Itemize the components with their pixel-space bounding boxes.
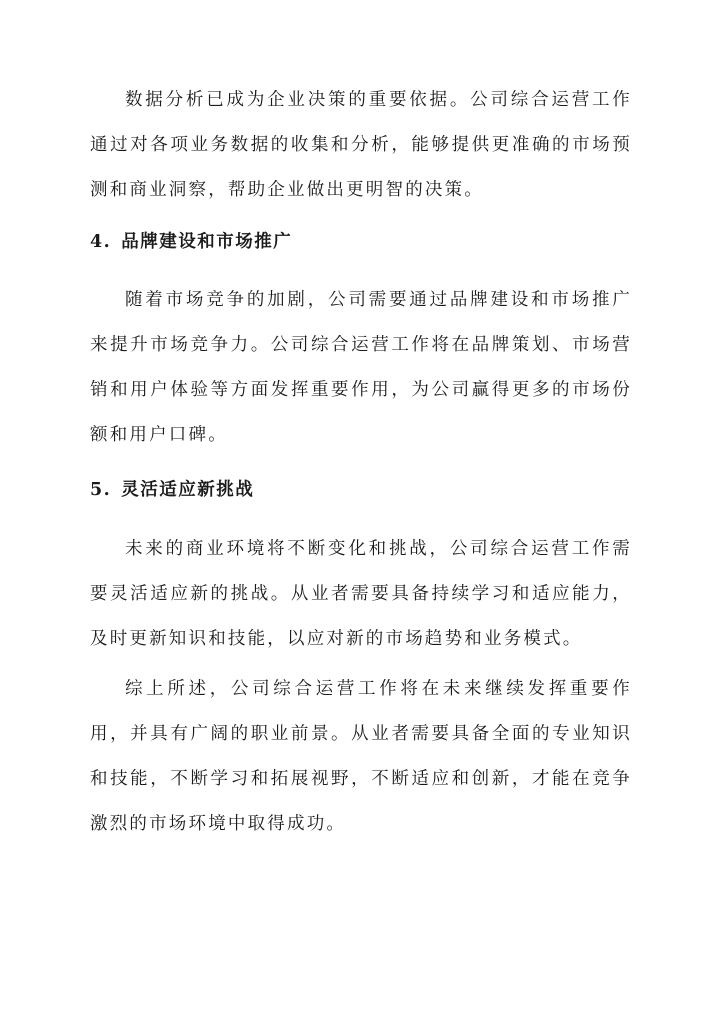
section-number: 4. [90, 232, 112, 252]
paragraph-brand-building: 随着市场竞争的加剧，公司需要通过品牌建设和市场推广来提升市场竞争力。公司综合运营工作将在品牌策划、市场营销和用户体验等方面发挥重要作用，为公司赢得更多的市场份额和用户口碑。 [90, 290, 632, 445]
paragraph-conclusion: 综上所述，公司综合运营工作将在未来继续发挥重要作用，并具有广阔的职业前景。从业者需要具备全面的专业知识和技能，不断学习和拓展视野，不断适应和创新，才能在竞争激烈的市场环境中取得成功。 [90, 679, 632, 834]
paragraph-adapt-challenges: 未来的商业环境将不断变化和挑战，公司综合运营工作需要灵活适应新的挑战。从业者需要具备持续学习和适应能力，及时更新知识和技能，以应对新的市场趋势和业务模式。 [90, 539, 632, 649]
paragraph-data-analysis: 数据分析已成为企业决策的重要依据。公司综合运营工作通过对各项业务数据的收集和分析，能够提供更准确的市场预测和商业洞察，帮助企业做出更明智的决策。 [90, 90, 632, 200]
section-heading-adapt-challenges [90, 475, 632, 505]
section-title: 品牌建设和市场推广 [121, 232, 293, 252]
section-heading-brand-building [90, 227, 632, 257]
section-number: 5. [90, 480, 112, 500]
section-title: 灵活适应新挑战 [121, 480, 255, 500]
